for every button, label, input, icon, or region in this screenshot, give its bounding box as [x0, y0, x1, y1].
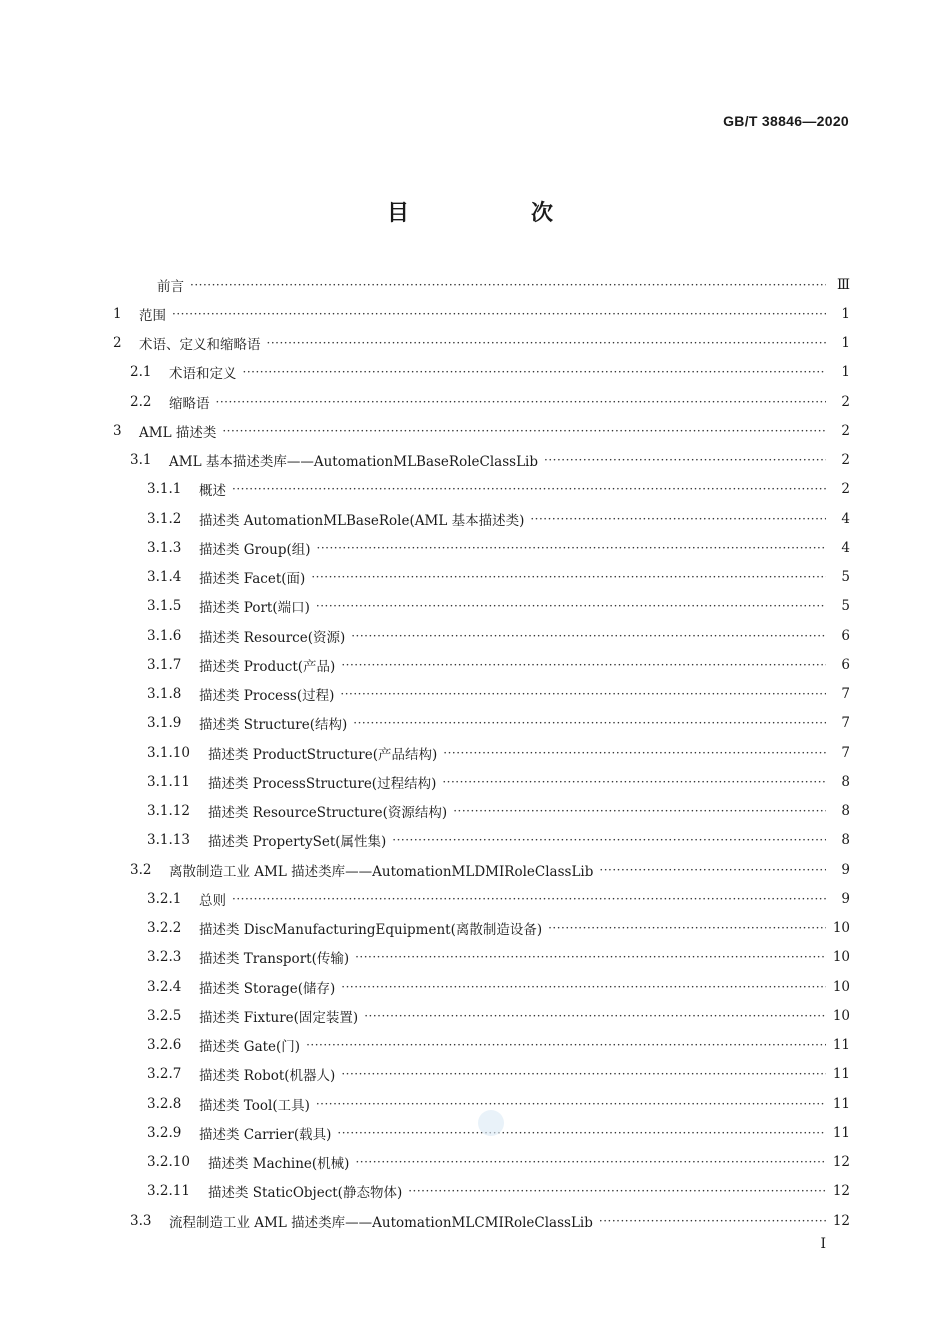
toc-entry-number: 3.2.10: [147, 1154, 190, 1171]
toc-entry[interactable]: [113, 358, 850, 387]
toc-entry[interactable]: [113, 855, 850, 884]
toc-entry-number: 3.2.7: [147, 1066, 182, 1083]
toc-dot-leader: [599, 863, 826, 877]
toc-entry-title: 前言: [157, 278, 184, 295]
toc-entry-page: 4: [841, 510, 850, 527]
toc-entry-page: 5: [841, 598, 850, 615]
toc-dot-leader: [364, 1009, 826, 1023]
toc-entry-number: 3.2.4: [147, 978, 182, 995]
toc-entry-number: 3.3: [130, 1212, 152, 1229]
toc-entry-number: 3.1.8: [147, 686, 182, 703]
toc-entry-number: 2.1: [130, 364, 152, 381]
toc-entry[interactable]: [113, 416, 850, 445]
toc-dot-leader: [341, 980, 826, 994]
toc-entry-number: 3.1.1: [147, 481, 182, 498]
toc-entry[interactable]: [113, 709, 850, 738]
toc-dot-leader: [316, 599, 826, 613]
watermark-logo: [478, 1110, 504, 1136]
toc-entry-page: 2: [841, 481, 850, 498]
toc-entry-page: 10: [832, 920, 850, 937]
toc-entry-page: 7: [841, 744, 850, 761]
toc-entry-number: 3.1.6: [147, 627, 182, 644]
footer-page-number: I: [820, 1236, 826, 1252]
toc-entry-number: 3.1.2: [147, 510, 182, 527]
toc-entry[interactable]: [113, 650, 850, 679]
toc-entry-title: 缩略语: [169, 395, 210, 412]
toc-entry-page: 6: [841, 627, 850, 644]
toc-entry-page: 12: [832, 1183, 850, 1200]
toc-entry[interactable]: [113, 1031, 850, 1060]
toc-entry[interactable]: [113, 387, 850, 416]
toc-entry-page: 10: [832, 1007, 850, 1024]
toc-dot-leader: [337, 1126, 826, 1140]
toc-entry-number: 3.2.8: [147, 1095, 182, 1112]
toc-dot-leader: [190, 278, 826, 292]
toc-entry-title: 描述类 Fixture(固定装置): [199, 1009, 359, 1026]
toc-dot-leader: [548, 921, 826, 935]
toc-dot-leader: [408, 1184, 826, 1198]
toc-entry-number: 1: [113, 305, 122, 322]
toc-entry-page: 7: [841, 715, 850, 732]
toc-entry-title: 描述类 Gate(门): [199, 1039, 301, 1056]
toc-dot-leader: [530, 512, 826, 526]
toc-dot-leader: [351, 629, 826, 643]
toc-entry-number: 3.1.4: [147, 569, 182, 586]
toc-entry[interactable]: [113, 972, 850, 1001]
toc-dot-leader: [232, 892, 826, 906]
toc-entry-page: 7: [841, 686, 850, 703]
toc-entry[interactable]: [113, 592, 850, 621]
toc-entry-title: 描述类 Storage(储存): [199, 980, 336, 997]
toc-entry[interactable]: [113, 1001, 850, 1030]
toc-entry-title: 术语和定义: [169, 366, 237, 383]
toc-dot-leader: [232, 482, 826, 496]
toc-dot-leader: [317, 541, 826, 555]
toc-entry-title: 术语、定义和缩略语: [139, 337, 261, 354]
toc-entry-page: 2: [841, 422, 850, 439]
toc-dot-leader: [341, 1067, 826, 1081]
toc-entry-page: 5: [841, 569, 850, 586]
toc-dot-leader: [599, 1214, 826, 1228]
toc-entry-number: 3.1.12: [147, 803, 190, 820]
toc-entry-title: 描述类 StaticObject(静态物体): [208, 1185, 403, 1202]
toc-entry[interactable]: [113, 270, 850, 299]
toc-dot-leader: [172, 307, 826, 321]
toc-entry-number: 3.1.5: [147, 598, 182, 615]
toc-entry-title: 总则: [199, 892, 226, 909]
toc-entry-number: 3.2.5: [147, 1007, 182, 1024]
standard-code: GB/T 38846—2020: [723, 113, 849, 129]
toc-entry-number: 2: [113, 335, 122, 352]
toc-dot-leader: [222, 424, 826, 438]
toc-entry-title: 离散制造工业 AML 描述类库——AutomationMLDMIRoleClassLib: [169, 863, 594, 880]
toc-entry-title: 描述类 Transport(传输): [199, 951, 350, 968]
toc-dot-leader: [306, 1038, 826, 1052]
toc-entry-title: 描述类 DiscManufacturingEquipment(离散制造设备): [199, 922, 543, 939]
toc-entry[interactable]: [113, 1060, 850, 1089]
toc-entry-page: 2: [841, 393, 850, 410]
toc-dot-leader: [267, 336, 827, 350]
toc-entry-title: 描述类 Process(过程): [199, 688, 335, 705]
toc-entry-number: 3.2.2: [147, 920, 182, 937]
table-of-contents: [113, 270, 850, 1235]
toc-entry-title: 描述类 ResourceStructure(资源结构): [208, 805, 448, 822]
toc-entry-number: 3.2.3: [147, 949, 182, 966]
toc-entry-page: Ⅲ: [836, 276, 850, 293]
toc-entry-number: 3: [113, 422, 122, 439]
toc-entry-number: 3.1.7: [147, 656, 182, 673]
toc-entry-page: 11: [832, 1066, 850, 1083]
toc-entry-page: 9: [841, 890, 850, 907]
toc-entry-page: 1: [841, 335, 850, 352]
toc-entry-title: 描述类 Carrier(载具): [199, 1126, 332, 1143]
toc-dot-leader: [355, 950, 826, 964]
toc-entry-page: 11: [832, 1037, 850, 1054]
toc-entry[interactable]: [113, 767, 850, 796]
toc-dot-leader: [392, 833, 826, 847]
toc-entry-number: 3.2.6: [147, 1037, 182, 1054]
toc-entry-page: 2: [841, 452, 850, 469]
toc-entry-title: 描述类 PropertySet(属性集): [208, 834, 387, 851]
toc-entry-title: 描述类 Tool(工具): [199, 1097, 310, 1114]
toc-entry-number: 3.2.9: [147, 1124, 182, 1141]
toc-dot-leader: [311, 570, 826, 584]
toc-dot-leader: [243, 365, 827, 379]
toc-entry[interactable]: [113, 1206, 850, 1235]
toc-dot-leader: [355, 1155, 826, 1169]
toc-entry-title: 描述类 Product(产品): [199, 658, 336, 675]
toc-entry-page: 9: [841, 861, 850, 878]
toc-entry-page: 6: [841, 656, 850, 673]
toc-entry[interactable]: [113, 797, 850, 826]
toc-entry[interactable]: [113, 884, 850, 913]
toc-entry-number: 3.1.3: [147, 539, 182, 556]
toc-entry[interactable]: [113, 680, 850, 709]
toc-entry-number: 3.1.10: [147, 744, 190, 761]
toc-entry[interactable]: [113, 563, 850, 592]
toc-entry-number: 3.1: [130, 452, 152, 469]
toc-dot-leader: [443, 746, 826, 760]
toc-dot-leader: [340, 687, 826, 701]
toc-entry-title: 描述类 AutomationMLBaseRole(AML 基本描述类): [199, 512, 525, 529]
toc-entry[interactable]: [113, 914, 850, 943]
toc-entry-title: 流程制造工业 AML 描述类库——AutomationMLCMIRoleClassLib: [169, 1214, 593, 1231]
toc-entry-title: 描述类 Facet(面): [199, 571, 306, 588]
toc-entry-number: 3.1.11: [147, 773, 190, 790]
toc-entry-title: 描述类 Structure(结构): [199, 717, 348, 734]
toc-entry-page: 11: [832, 1095, 850, 1112]
toc-dot-leader: [544, 453, 826, 467]
toc-entry-title: 描述类 Machine(机械): [208, 1156, 350, 1173]
toc-entry-page: 12: [832, 1212, 850, 1229]
toc-entry-page: 8: [841, 832, 850, 849]
toc-entry-title: 描述类 Robot(机器人): [199, 1068, 336, 1085]
toc-entry-title: 描述类 ProductStructure(产品结构): [208, 746, 438, 763]
toc-entry[interactable]: [113, 1148, 850, 1177]
toc-entry-page: 10: [832, 978, 850, 995]
toc-entry-page: 4: [841, 539, 850, 556]
toc-dot-leader: [316, 1097, 826, 1111]
toc-entry-title: 描述类 ProcessStructure(过程结构): [208, 775, 437, 792]
toc-entry-title: 概述: [199, 483, 226, 500]
toc-dot-leader: [353, 716, 826, 730]
toc-entry-title: AML 描述类: [139, 424, 217, 441]
toc-entry[interactable]: [113, 826, 850, 855]
toc-entry-page: 11: [832, 1124, 850, 1141]
toc-entry-title: 范围: [139, 307, 166, 324]
toc-entry[interactable]: [113, 329, 850, 358]
toc-dot-leader: [341, 658, 826, 672]
toc-dot-leader: [216, 395, 827, 409]
toc-entry-title: 描述类 Port(端口): [199, 600, 310, 617]
page-title: 目 次: [386, 200, 603, 226]
toc-entry-number: 3.2: [130, 861, 152, 878]
toc-entry-page: 12: [832, 1154, 850, 1171]
toc-entry-number: 3.1.13: [147, 832, 190, 849]
toc-entry-title: 描述类 Group(组): [199, 541, 311, 558]
toc-entry-page: 8: [841, 773, 850, 790]
toc-entry-page: 10: [832, 949, 850, 966]
toc-entry[interactable]: [113, 533, 850, 562]
toc-entry-title: AML 基本描述类库——AutomationMLBaseRoleClassLib: [169, 454, 538, 471]
toc-entry[interactable]: [113, 475, 850, 504]
toc-entry[interactable]: [113, 299, 850, 328]
toc-entry-title: 描述类 Resource(资源): [199, 629, 346, 646]
toc-entry[interactable]: [113, 1177, 850, 1206]
toc-entry[interactable]: [113, 504, 850, 533]
toc-entry[interactable]: [113, 738, 850, 767]
toc-entry-page: 1: [841, 364, 850, 381]
toc-entry[interactable]: [113, 446, 850, 475]
toc-entry[interactable]: [113, 621, 850, 650]
toc-entry-number: 2.2: [130, 393, 152, 410]
toc-entry-page: 8: [841, 803, 850, 820]
toc-entry-number: 3.1.9: [147, 715, 182, 732]
toc-dot-leader: [442, 775, 826, 789]
toc-entry-number: 3.2.11: [147, 1183, 190, 1200]
toc-entry[interactable]: [113, 943, 850, 972]
toc-entry-page: 1: [841, 305, 850, 322]
toc-dot-leader: [453, 804, 826, 818]
toc-entry-number: 3.2.1: [147, 890, 182, 907]
